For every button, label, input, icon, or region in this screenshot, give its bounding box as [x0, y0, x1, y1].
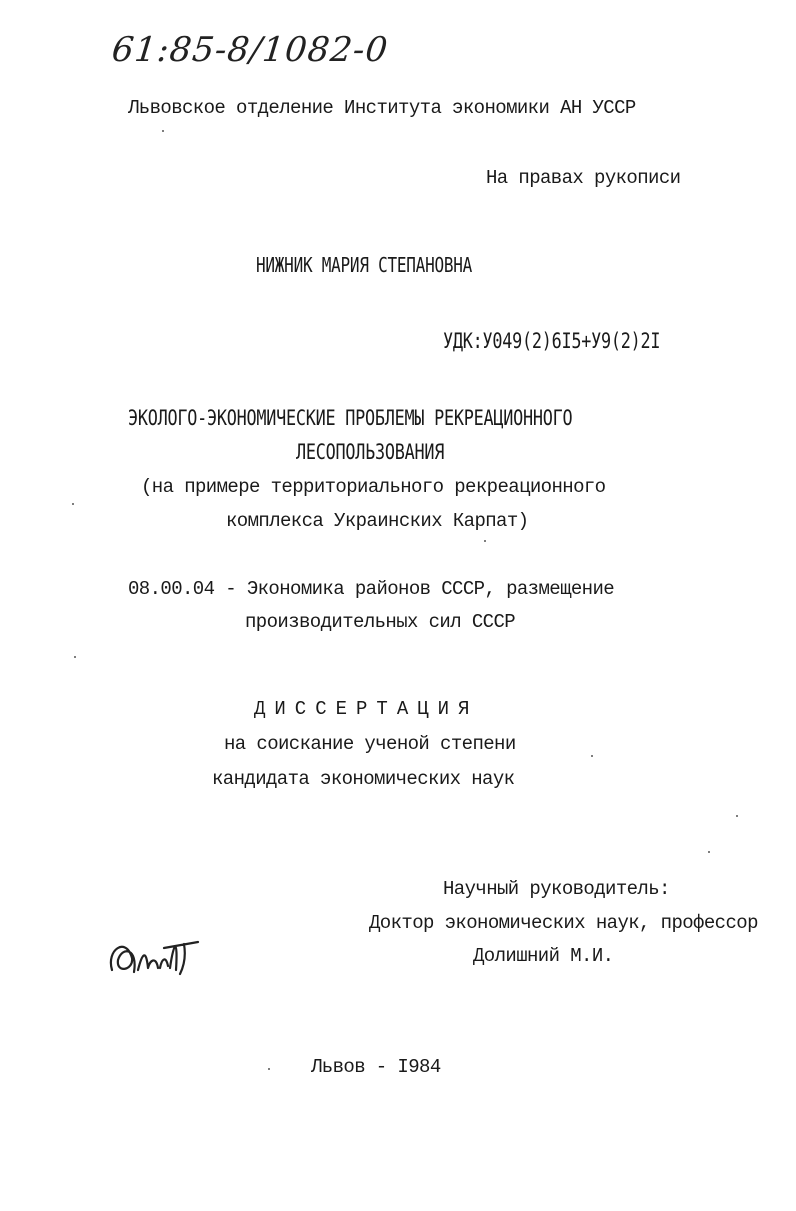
scan-speck: [736, 815, 738, 817]
author-signature: [104, 930, 200, 980]
supervisor-name: Долишний М.И.: [473, 945, 614, 967]
rights-note: На правах рукописи: [486, 167, 681, 189]
subtitle-line-1: (на примере территориального рекреационного: [141, 476, 606, 498]
supervisor-degree: Доктор экономических наук, профессор: [369, 912, 758, 934]
scan-speck: [162, 130, 164, 132]
author-name: НИЖНИК МАРИЯ СТЕПАНОВНА: [256, 253, 473, 277]
scan-speck: [484, 540, 486, 542]
work-type-line-2: кандидата экономических наук: [212, 768, 515, 790]
supervisor-label: Научный руководитель:: [443, 878, 670, 900]
specialty-line-1: 08.00.04 - Экономика районов СССР, размещение: [128, 578, 615, 600]
title-line-1: ЭКОЛОГО-ЭКОНОМИЧЕСКИЕ ПРОБЛЕМЫ РЕКРЕАЦИОННОГО: [128, 406, 573, 430]
work-type-line-1: на соискание ученой степени: [224, 733, 516, 755]
scan-speck: [708, 851, 710, 853]
handwritten-archive-number: 61:85-8/1082-0: [109, 30, 391, 70]
place-and-year: Львов - I984: [311, 1056, 441, 1078]
scan-speck: [591, 755, 593, 757]
specialty-line-2: производительных сил СССР: [245, 611, 516, 633]
institution-name: Львовское отделение Института экономики АН УССР: [128, 97, 636, 119]
udc-code: УДК:У049(2)6I5+У9(2)2I: [443, 329, 661, 353]
subtitle-line-2: комплекса Украинских Карпат): [226, 510, 529, 532]
scan-speck: [74, 656, 76, 658]
work-type-heading: ДИССЕРТАЦИЯ: [254, 698, 479, 720]
scan-speck: [72, 503, 74, 505]
title-line-2: ЛЕСОПОЛЬЗОВАНИЯ: [296, 440, 445, 464]
scan-speck: [268, 1068, 270, 1070]
